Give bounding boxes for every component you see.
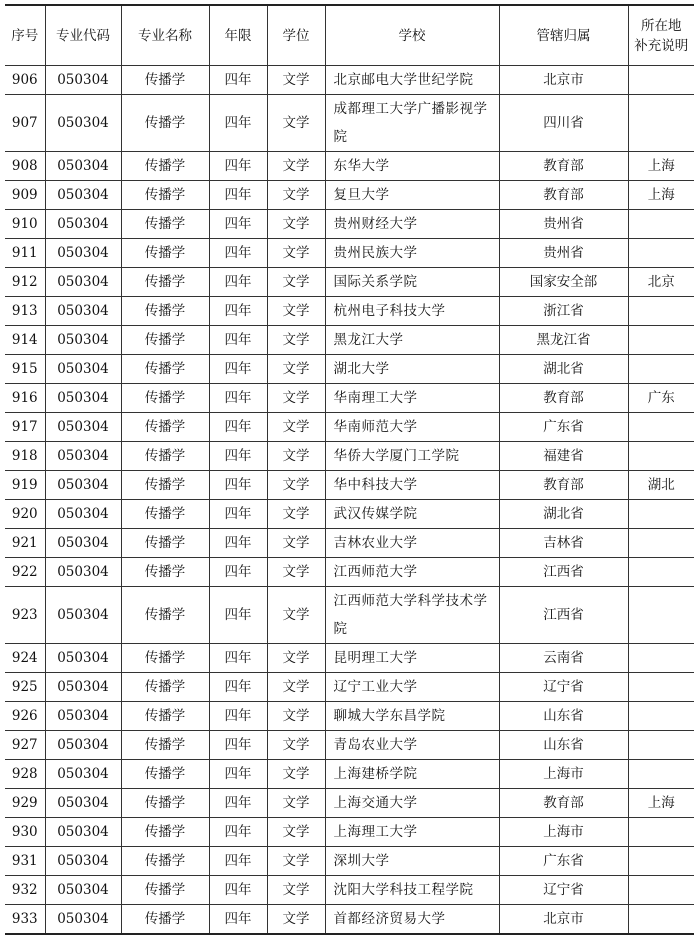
cell-code: 050304 bbox=[45, 876, 121, 905]
cell-seq: 922 bbox=[5, 558, 45, 587]
cell-school: 武汉传媒学院 bbox=[325, 500, 499, 529]
table-header-row bbox=[5, 5, 694, 66]
header-degree: 学位 bbox=[267, 5, 325, 66]
cell-years: 四年 bbox=[209, 587, 267, 644]
cell-school: 湖北大学 bbox=[325, 355, 499, 384]
cell-name: 传播学 bbox=[121, 702, 209, 731]
cell-school: 江西师范大学科学技术学院 bbox=[325, 587, 499, 644]
cell-code: 050304 bbox=[45, 500, 121, 529]
cell-seq: 930 bbox=[5, 818, 45, 847]
cell-code: 050304 bbox=[45, 326, 121, 355]
cell-location bbox=[628, 673, 694, 702]
cell-name: 传播学 bbox=[121, 731, 209, 760]
cell-name: 传播学 bbox=[121, 529, 209, 558]
cell-location bbox=[628, 587, 694, 644]
cell-location: 北京 bbox=[628, 268, 694, 297]
cell-name: 传播学 bbox=[121, 66, 209, 95]
cell-seq: 910 bbox=[5, 210, 45, 239]
table-row bbox=[5, 442, 694, 471]
cell-location bbox=[628, 558, 694, 587]
cell-years: 四年 bbox=[209, 239, 267, 268]
cell-location bbox=[628, 413, 694, 442]
cell-degree: 文学 bbox=[267, 210, 325, 239]
cell-name: 传播学 bbox=[121, 181, 209, 210]
cell-school: 上海理工大学 bbox=[325, 818, 499, 847]
cell-location: 上海 bbox=[628, 152, 694, 181]
table-row bbox=[5, 644, 694, 673]
table-row bbox=[5, 760, 694, 789]
cell-name: 传播学 bbox=[121, 95, 209, 152]
cell-name: 传播学 bbox=[121, 789, 209, 818]
cell-authority: 广东省 bbox=[499, 847, 628, 876]
cell-authority: 山东省 bbox=[499, 702, 628, 731]
table-row bbox=[5, 702, 694, 731]
cell-name: 传播学 bbox=[121, 239, 209, 268]
cell-school: 复旦大学 bbox=[325, 181, 499, 210]
cell-years: 四年 bbox=[209, 731, 267, 760]
cell-degree: 文学 bbox=[267, 66, 325, 95]
cell-school: 首都经济贸易大学 bbox=[325, 905, 499, 935]
cell-code: 050304 bbox=[45, 297, 121, 326]
cell-degree: 文学 bbox=[267, 587, 325, 644]
table-row bbox=[5, 413, 694, 442]
cell-authority: 辽宁省 bbox=[499, 673, 628, 702]
cell-name: 传播学 bbox=[121, 326, 209, 355]
cell-years: 四年 bbox=[209, 442, 267, 471]
cell-degree: 文学 bbox=[267, 847, 325, 876]
header-years: 年限 bbox=[209, 5, 267, 66]
cell-authority: 山东省 bbox=[499, 731, 628, 760]
cell-years: 四年 bbox=[209, 876, 267, 905]
cell-authority: 国家安全部 bbox=[499, 268, 628, 297]
cell-authority: 北京市 bbox=[499, 905, 628, 935]
cell-school: 上海交通大学 bbox=[325, 789, 499, 818]
cell-name: 传播学 bbox=[121, 760, 209, 789]
table-row bbox=[5, 297, 694, 326]
cell-location: 湖北 bbox=[628, 471, 694, 500]
cell-school: 青岛农业大学 bbox=[325, 731, 499, 760]
cell-seq: 915 bbox=[5, 355, 45, 384]
cell-degree: 文学 bbox=[267, 152, 325, 181]
table-row bbox=[5, 384, 694, 413]
cell-name: 传播学 bbox=[121, 413, 209, 442]
cell-school: 华南师范大学 bbox=[325, 413, 499, 442]
cell-location bbox=[628, 876, 694, 905]
cell-degree: 文学 bbox=[267, 529, 325, 558]
cell-location bbox=[628, 702, 694, 731]
cell-code: 050304 bbox=[45, 239, 121, 268]
cell-code: 050304 bbox=[45, 66, 121, 95]
cell-seq: 911 bbox=[5, 239, 45, 268]
cell-years: 四年 bbox=[209, 66, 267, 95]
table-row bbox=[5, 847, 694, 876]
cell-code: 050304 bbox=[45, 731, 121, 760]
cell-name: 传播学 bbox=[121, 500, 209, 529]
cell-code: 050304 bbox=[45, 760, 121, 789]
cell-seq: 932 bbox=[5, 876, 45, 905]
cell-name: 传播学 bbox=[121, 558, 209, 587]
cell-school: 贵州财经大学 bbox=[325, 210, 499, 239]
cell-years: 四年 bbox=[209, 210, 267, 239]
cell-authority: 江西省 bbox=[499, 558, 628, 587]
cell-seq: 928 bbox=[5, 760, 45, 789]
cell-degree: 文学 bbox=[267, 760, 325, 789]
cell-degree: 文学 bbox=[267, 702, 325, 731]
cell-code: 050304 bbox=[45, 152, 121, 181]
cell-seq: 926 bbox=[5, 702, 45, 731]
cell-authority: 上海市 bbox=[499, 760, 628, 789]
cell-authority: 浙江省 bbox=[499, 297, 628, 326]
cell-years: 四年 bbox=[209, 326, 267, 355]
cell-degree: 文学 bbox=[267, 326, 325, 355]
header-code: 专业代码 bbox=[45, 5, 121, 66]
cell-seq: 918 bbox=[5, 442, 45, 471]
header-location-line1: 所在地 bbox=[641, 17, 682, 34]
cell-years: 四年 bbox=[209, 95, 267, 152]
cell-location bbox=[628, 731, 694, 760]
cell-location bbox=[628, 818, 694, 847]
cell-location bbox=[628, 326, 694, 355]
cell-seq: 923 bbox=[5, 587, 45, 644]
cell-code: 050304 bbox=[45, 210, 121, 239]
cell-years: 四年 bbox=[209, 384, 267, 413]
cell-code: 050304 bbox=[45, 529, 121, 558]
cell-seq: 925 bbox=[5, 673, 45, 702]
table-row bbox=[5, 905, 694, 935]
cell-seq: 916 bbox=[5, 384, 45, 413]
cell-seq: 914 bbox=[5, 326, 45, 355]
cell-name: 传播学 bbox=[121, 442, 209, 471]
cell-code: 050304 bbox=[45, 268, 121, 297]
cell-authority: 黑龙江省 bbox=[499, 326, 628, 355]
cell-code: 050304 bbox=[45, 442, 121, 471]
cell-years: 四年 bbox=[209, 500, 267, 529]
cell-code: 050304 bbox=[45, 558, 121, 587]
table-row bbox=[5, 239, 694, 268]
cell-years: 四年 bbox=[209, 529, 267, 558]
cell-location bbox=[628, 905, 694, 935]
table-row bbox=[5, 95, 694, 152]
cell-name: 传播学 bbox=[121, 268, 209, 297]
cell-name: 传播学 bbox=[121, 876, 209, 905]
cell-school: 黑龙江大学 bbox=[325, 326, 499, 355]
document-page bbox=[5, 0, 694, 935]
cell-degree: 文学 bbox=[267, 673, 325, 702]
cell-years: 四年 bbox=[209, 847, 267, 876]
cell-location bbox=[628, 239, 694, 268]
cell-school: 北京邮电大学世纪学院 bbox=[325, 66, 499, 95]
table-row bbox=[5, 587, 694, 644]
cell-name: 传播学 bbox=[121, 644, 209, 673]
cell-seq: 920 bbox=[5, 500, 45, 529]
header-name: 专业名称 bbox=[121, 5, 209, 66]
cell-degree: 文学 bbox=[267, 355, 325, 384]
cell-degree: 文学 bbox=[267, 789, 325, 818]
cell-code: 050304 bbox=[45, 95, 121, 152]
cell-location bbox=[628, 355, 694, 384]
cell-name: 传播学 bbox=[121, 673, 209, 702]
cell-degree: 文学 bbox=[267, 297, 325, 326]
cell-degree: 文学 bbox=[267, 471, 325, 500]
cell-years: 四年 bbox=[209, 268, 267, 297]
cell-name: 传播学 bbox=[121, 905, 209, 935]
cell-years: 四年 bbox=[209, 297, 267, 326]
cell-school: 杭州电子科技大学 bbox=[325, 297, 499, 326]
cell-code: 050304 bbox=[45, 702, 121, 731]
cell-authority: 贵州省 bbox=[499, 239, 628, 268]
header-seq: 序号 bbox=[5, 5, 45, 66]
cell-school: 华侨大学厦门工学院 bbox=[325, 442, 499, 471]
table-row bbox=[5, 673, 694, 702]
table-row bbox=[5, 326, 694, 355]
cell-authority: 福建省 bbox=[499, 442, 628, 471]
cell-school: 辽宁工业大学 bbox=[325, 673, 499, 702]
cell-location bbox=[628, 500, 694, 529]
cell-authority: 上海市 bbox=[499, 818, 628, 847]
cell-authority: 吉林省 bbox=[499, 529, 628, 558]
cell-seq: 919 bbox=[5, 471, 45, 500]
cell-seq: 927 bbox=[5, 731, 45, 760]
cell-seq: 913 bbox=[5, 297, 45, 326]
table-row bbox=[5, 558, 694, 587]
cell-school: 深圳大学 bbox=[325, 847, 499, 876]
cell-school: 聊城大学东昌学院 bbox=[325, 702, 499, 731]
cell-location bbox=[628, 529, 694, 558]
cell-authority: 四川省 bbox=[499, 95, 628, 152]
cell-location bbox=[628, 442, 694, 471]
cell-years: 四年 bbox=[209, 673, 267, 702]
cell-degree: 文学 bbox=[267, 905, 325, 935]
cell-name: 传播学 bbox=[121, 152, 209, 181]
cell-school: 江西师范大学 bbox=[325, 558, 499, 587]
table-row bbox=[5, 876, 694, 905]
cell-years: 四年 bbox=[209, 818, 267, 847]
table-row bbox=[5, 181, 694, 210]
table-body bbox=[5, 66, 694, 935]
cell-name: 传播学 bbox=[121, 355, 209, 384]
cell-seq: 933 bbox=[5, 905, 45, 935]
header-school: 学校 bbox=[325, 5, 499, 66]
cell-location: 上海 bbox=[628, 789, 694, 818]
cell-seq: 917 bbox=[5, 413, 45, 442]
cell-degree: 文学 bbox=[267, 239, 325, 268]
cell-degree: 文学 bbox=[267, 876, 325, 905]
cell-years: 四年 bbox=[209, 558, 267, 587]
cell-authority: 教育部 bbox=[499, 181, 628, 210]
table-row bbox=[5, 355, 694, 384]
cell-code: 050304 bbox=[45, 384, 121, 413]
cell-name: 传播学 bbox=[121, 471, 209, 500]
cell-school: 华南理工大学 bbox=[325, 384, 499, 413]
cell-authority: 湖北省 bbox=[499, 500, 628, 529]
table-row bbox=[5, 471, 694, 500]
cell-code: 050304 bbox=[45, 818, 121, 847]
cell-seq: 908 bbox=[5, 152, 45, 181]
cell-school: 华中科技大学 bbox=[325, 471, 499, 500]
cell-name: 传播学 bbox=[121, 210, 209, 239]
cell-seq: 906 bbox=[5, 66, 45, 95]
cell-code: 050304 bbox=[45, 673, 121, 702]
cell-degree: 文学 bbox=[267, 181, 325, 210]
cell-years: 四年 bbox=[209, 181, 267, 210]
cell-authority: 云南省 bbox=[499, 644, 628, 673]
cell-school: 沈阳大学科技工程学院 bbox=[325, 876, 499, 905]
cell-degree: 文学 bbox=[267, 500, 325, 529]
cell-school: 成都理工大学广播影视学院 bbox=[325, 95, 499, 152]
cell-code: 050304 bbox=[45, 905, 121, 935]
cell-degree: 文学 bbox=[267, 442, 325, 471]
cell-school: 上海建桥学院 bbox=[325, 760, 499, 789]
table-row bbox=[5, 789, 694, 818]
cell-authority: 教育部 bbox=[499, 471, 628, 500]
cell-location: 广东 bbox=[628, 384, 694, 413]
cell-seq: 907 bbox=[5, 95, 45, 152]
cell-seq: 929 bbox=[5, 789, 45, 818]
table-row bbox=[5, 152, 694, 181]
cell-seq: 909 bbox=[5, 181, 45, 210]
cell-authority: 贵州省 bbox=[499, 210, 628, 239]
cell-location: 上海 bbox=[628, 181, 694, 210]
cell-location bbox=[628, 95, 694, 152]
cell-authority: 教育部 bbox=[499, 789, 628, 818]
cell-location bbox=[628, 847, 694, 876]
cell-years: 四年 bbox=[209, 789, 267, 818]
cell-authority: 教育部 bbox=[499, 384, 628, 413]
cell-name: 传播学 bbox=[121, 297, 209, 326]
cell-seq: 912 bbox=[5, 268, 45, 297]
cell-years: 四年 bbox=[209, 413, 267, 442]
cell-name: 传播学 bbox=[121, 587, 209, 644]
cell-authority: 江西省 bbox=[499, 587, 628, 644]
cell-years: 四年 bbox=[209, 760, 267, 789]
table-row bbox=[5, 210, 694, 239]
table-row bbox=[5, 66, 694, 95]
table-row bbox=[5, 529, 694, 558]
table-row bbox=[5, 268, 694, 297]
cell-school: 东华大学 bbox=[325, 152, 499, 181]
cell-seq: 921 bbox=[5, 529, 45, 558]
cell-authority: 广东省 bbox=[499, 413, 628, 442]
cell-degree: 文学 bbox=[267, 268, 325, 297]
cell-years: 四年 bbox=[209, 644, 267, 673]
cell-code: 050304 bbox=[45, 413, 121, 442]
cell-school: 吉林农业大学 bbox=[325, 529, 499, 558]
cell-years: 四年 bbox=[209, 471, 267, 500]
header-location bbox=[628, 5, 694, 66]
cell-name: 传播学 bbox=[121, 847, 209, 876]
cell-location bbox=[628, 66, 694, 95]
cell-code: 050304 bbox=[45, 587, 121, 644]
cell-name: 传播学 bbox=[121, 384, 209, 413]
header-location-line2: 补充说明 bbox=[634, 37, 689, 54]
cell-years: 四年 bbox=[209, 152, 267, 181]
table-row bbox=[5, 818, 694, 847]
cell-code: 050304 bbox=[45, 471, 121, 500]
cell-authority: 辽宁省 bbox=[499, 876, 628, 905]
cell-code: 050304 bbox=[45, 355, 121, 384]
cell-school: 昆明理工大学 bbox=[325, 644, 499, 673]
cell-code: 050304 bbox=[45, 789, 121, 818]
cell-years: 四年 bbox=[209, 702, 267, 731]
cell-code: 050304 bbox=[45, 847, 121, 876]
cell-location bbox=[628, 760, 694, 789]
program-table bbox=[5, 4, 694, 935]
cell-location bbox=[628, 644, 694, 673]
cell-years: 四年 bbox=[209, 905, 267, 935]
table-row bbox=[5, 731, 694, 760]
cell-school: 国际关系学院 bbox=[325, 268, 499, 297]
cell-degree: 文学 bbox=[267, 95, 325, 152]
cell-years: 四年 bbox=[209, 355, 267, 384]
cell-location bbox=[628, 210, 694, 239]
cell-seq: 931 bbox=[5, 847, 45, 876]
cell-degree: 文学 bbox=[267, 644, 325, 673]
cell-degree: 文学 bbox=[267, 818, 325, 847]
cell-code: 050304 bbox=[45, 181, 121, 210]
cell-location bbox=[628, 297, 694, 326]
cell-authority: 教育部 bbox=[499, 152, 628, 181]
cell-degree: 文学 bbox=[267, 384, 325, 413]
cell-authority: 湖北省 bbox=[499, 355, 628, 384]
cell-degree: 文学 bbox=[267, 558, 325, 587]
table-row bbox=[5, 500, 694, 529]
cell-school: 贵州民族大学 bbox=[325, 239, 499, 268]
cell-authority: 北京市 bbox=[499, 66, 628, 95]
cell-seq: 924 bbox=[5, 644, 45, 673]
cell-name: 传播学 bbox=[121, 818, 209, 847]
cell-degree: 文学 bbox=[267, 731, 325, 760]
cell-code: 050304 bbox=[45, 644, 121, 673]
header-authority: 管辖归属 bbox=[499, 5, 628, 66]
cell-degree: 文学 bbox=[267, 413, 325, 442]
